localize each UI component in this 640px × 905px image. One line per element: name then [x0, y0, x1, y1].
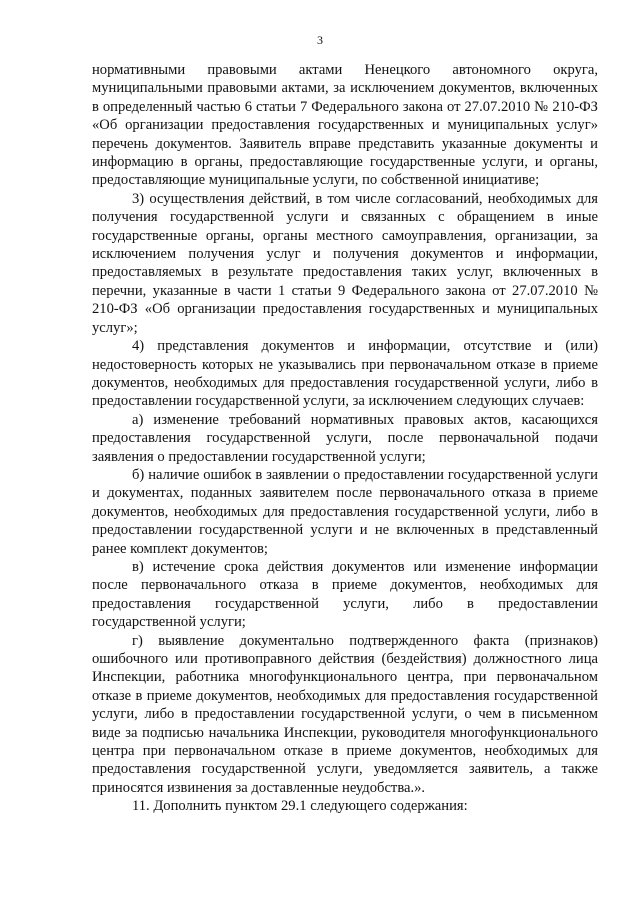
paragraph-point-11: 11. Дополнить пунктом 29.1 следующего содержания: [132, 798, 468, 815]
paragraph-subitem-b: б) наличие ошибок в заявлении о предоставлении государственной услуги и документах, поданных заявителем после первоначального отказа в приеме документов, необходимых для предоставления государственной услуги, либо в предоставлении государственной услуги и не включенных в представленный ранее комплект документов; [92, 466, 598, 557]
paragraph-item-3: 3) осуществления действий, в том числе согласований, необходимых для получения государственной услуги и связанных с обращением в иные государственные органы, органы местного самоуправления, организации, за исключением получения услуг и получения документов и информации, предоставляемых в результате предоставления таких услуг, включенных в перечни, указанные в части 1 статьи 9 Федерального закона от 27.07.2010 № 210-ФЗ «Об организации предоставления государственных и муниципальных услуг»; [92, 190, 598, 336]
paragraph-subitem-g: г) выявление документально подтвержденного факта (признаков) ошибочного или противоправного действия (бездействия) должностного лица Инспекции, работника многофункционального центра, при первоначальном отказе в приеме документов, необходимых для предоставления государственной услуги, либо в предоставлении государственной услуги, о чем в письменном виде за подписью начальника Инспекции, руководителя многофункционального центра при первоначальном отказе в приеме документов, необходимых для предоставления государственной услуги, уведомляется заявитель, а также приносятся извинения за доставленные неудобства.». [92, 632, 598, 796]
page-number: 3 [317, 33, 323, 47]
paragraph-subitem-a: а) изменение требований нормативных правовых актов, касающихся предоставления государственной услуги, после первоначальной подачи заявления о предоставлении государственной услуги; [92, 411, 598, 465]
document-body [92, 61, 598, 816]
paragraph-continuation: нормативными правовыми актами Ненецкого автономного округа, муниципальными правовыми актами, за исключением документов, включенных в определенный частью 6 статьи 7 Федерального закона от 27.07.2010 № 210-ФЗ «Об организации предоставления государственных и муниципальных услуг» перечень документов. Заявитель вправе представить указанные документы и информацию в органы, предоставляющие государственные услуги, и органы, предоставляющие муниципальные услуги, по собственной инициативе; [92, 62, 598, 189]
paragraph-subitem-v: в) истечение срока действия документов или изменение информации после первоначального отказа в приеме документов, необходимых для предоставления государственной услуги, либо в предоставлении государственной услуги; [92, 558, 598, 631]
paragraph-item-4: 4) представления документов и информации, отсутствие и (или) недостоверность которых не указывались при первоначальном отказе в приеме документов, необходимых для предоставления государственной услуги, либо в предоставлении государственной услуги, за исключением следующих случаев: [92, 338, 598, 410]
